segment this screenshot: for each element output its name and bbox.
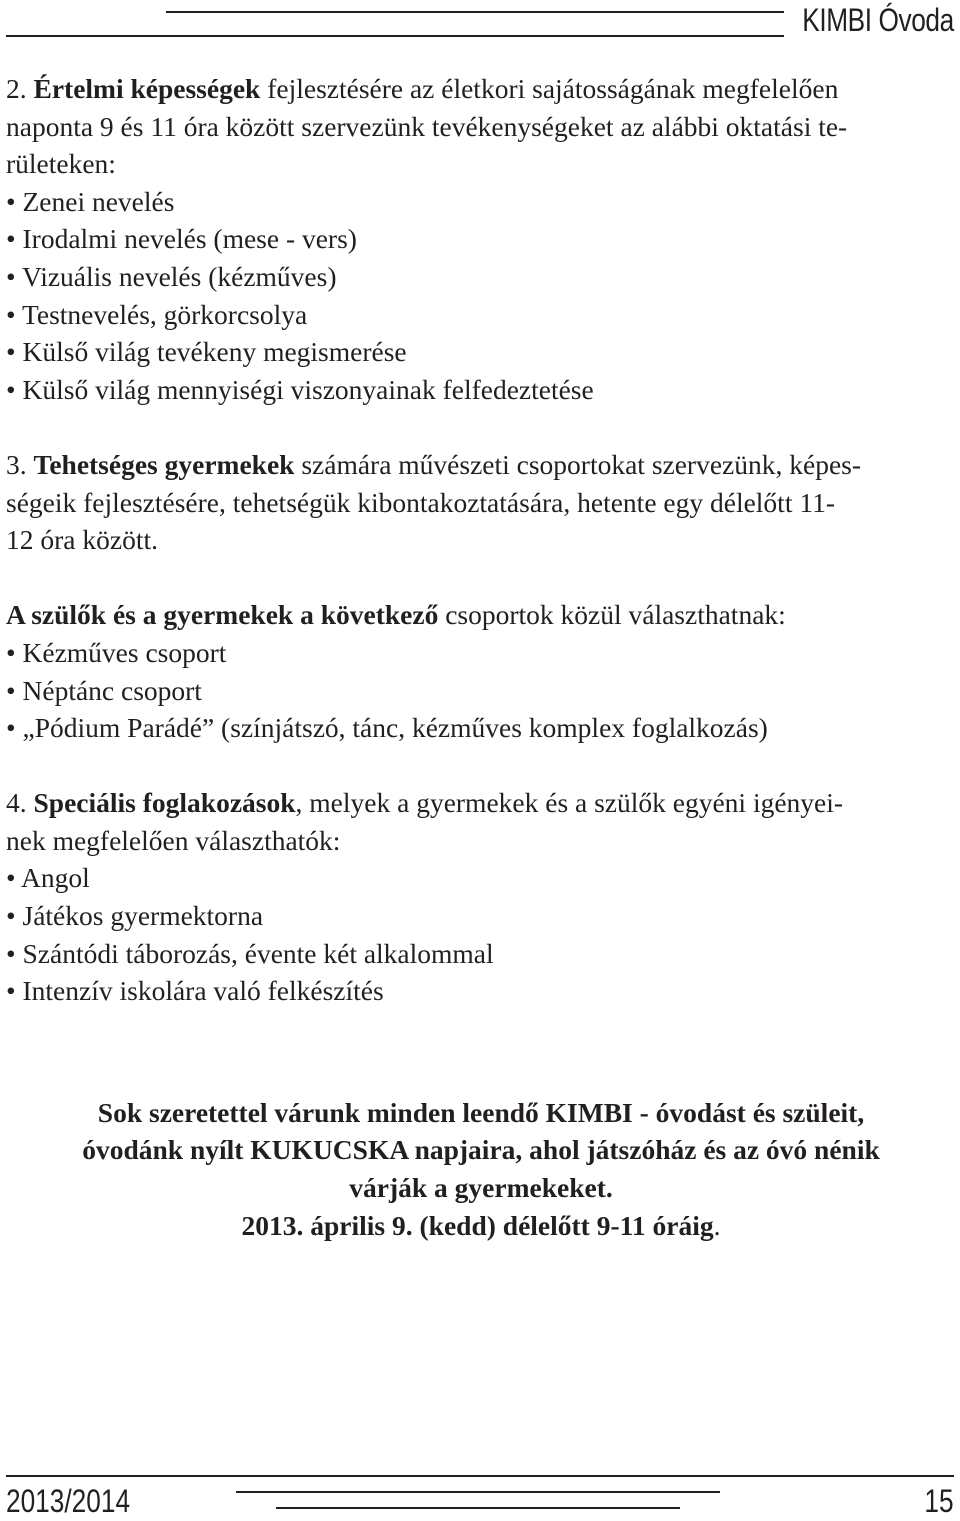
- section-2-line: naponta 9 és 11 óra között szervezünk tevékenységeket az alábbi oktatási te-: [6, 110, 848, 142]
- groups-heading: A szülők és a gyermekek a következő: [6, 599, 439, 631]
- closing-line: várják a gyermekeket.: [349, 1172, 613, 1204]
- header-title: KIMBI Óvoda: [802, 2, 954, 38]
- closing-line: Sok szeretettel várunk minden leendő KIMBI - óvodást és szüleit,: [97, 1096, 865, 1128]
- closing-date: 2013. április 9. (kedd) délelőtt 9-11 óráig.: [241, 1209, 721, 1241]
- footer-rule-mid: [236, 1491, 720, 1493]
- footer-rule-top: [6, 1475, 954, 1477]
- list-item: • Irodalmi nevelés (mese - vers): [6, 223, 357, 255]
- list-item: • Testnevelés, görkorcsolya: [6, 298, 308, 330]
- section-4-heading: Speciális foglakozások: [33, 787, 296, 819]
- section-3-intro: 3. Tehetséges gyermekek számára művészeti csoportokat szervezünk, képes-: [6, 448, 862, 480]
- spacer: [6, 559, 956, 597]
- footer-rule-low: [276, 1507, 680, 1509]
- list-item: • Játékos gyermektorna: [6, 900, 264, 932]
- section-3-line: ségeik fejlesztésére, tehetségük kibontakoztatására, hetente egy délelőtt 11-: [6, 486, 835, 518]
- footer-year: 2013/2014: [6, 1483, 131, 1519]
- list-item: • Intenzív iskolára való felkészítés: [6, 975, 384, 1007]
- section-2-line: rületeken:: [6, 148, 116, 180]
- section-2-intro: 2. Értelmi képességek fejlesztésére az életkori sajátosságának megfelelően: [6, 73, 839, 104]
- spacer: [6, 747, 956, 785]
- section-4-intro: 4. Speciális foglakozások, melyek a gyermekek és a szülők egyéni igényei-: [6, 787, 844, 819]
- page-content: [6, 70, 956, 1244]
- list-item: • Kézműves csoport: [6, 636, 227, 668]
- header-rule-long: [6, 35, 784, 37]
- section-3-line: 12 óra között.: [6, 524, 158, 556]
- list-item: • Külső világ tevékeny megismerése: [6, 336, 407, 368]
- section-3-heading: Tehetséges gyermekek: [33, 448, 295, 480]
- groups-intro: A szülők és a gyermekek a következő csoportok közül választhatnak:: [6, 599, 786, 631]
- list-item: • Szántódi táborozás, évente két alkalommal: [6, 937, 494, 969]
- closing-invitation: [6, 1094, 956, 1244]
- list-item: • „Pódium Parádé” (színjátszó, tánc, kézműves komplex foglalkozás): [6, 712, 768, 744]
- page-number: 15: [924, 1483, 954, 1519]
- list-item: • Zenei nevelés: [6, 185, 175, 217]
- list-item: • Néptánc csoport: [6, 674, 202, 706]
- spacer: [6, 408, 956, 446]
- list-item: • Külső világ mennyiségi viszonyainak felfedeztetése: [6, 373, 594, 405]
- list-item: • Angol: [6, 862, 90, 894]
- section-2-heading: Értelmi képességek: [33, 73, 261, 104]
- list-item: • Vizuális nevelés (kézműves): [6, 260, 337, 292]
- closing-line: óvodánk nyílt KUKUCSKA napjaira, ahol játszóház és az óvó nénik: [82, 1134, 880, 1166]
- header-rule-short: [166, 11, 784, 13]
- section-4-line: nek megfelelően választhatók:: [6, 824, 341, 856]
